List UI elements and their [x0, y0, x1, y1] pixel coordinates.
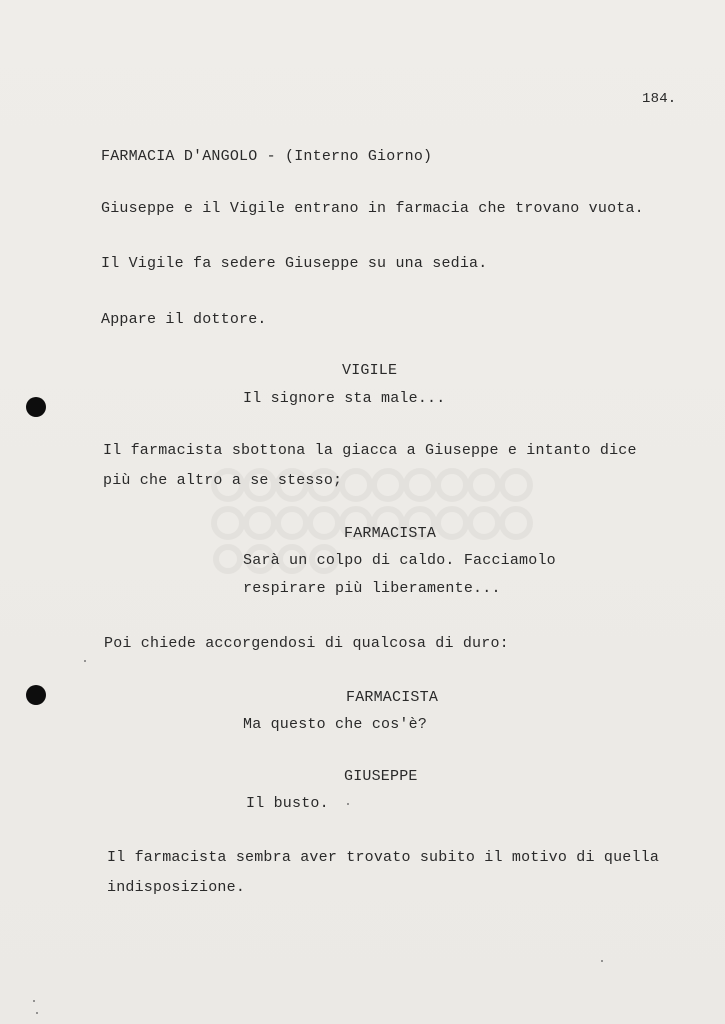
paper-speck: [347, 803, 349, 805]
action-line: Il farmacista sbottona la giacca a Giuseppe e intanto dice: [103, 442, 637, 459]
punch-hole: [26, 685, 46, 705]
dialogue-line: Il busto.: [246, 795, 329, 812]
action-line: Appare il dottore.: [101, 311, 267, 328]
scene-heading: FARMACIA D'ANGOLO - (Interno Giorno): [101, 148, 433, 165]
action-line: Il farmacista sembra aver trovato subito il motivo di quella: [107, 849, 660, 866]
character-name: VIGILE: [342, 362, 398, 379]
character-name: FARMACISTA: [344, 525, 437, 542]
action-line: più che altro a se stesso;: [103, 472, 343, 489]
dialogue-line: Il signore sta male...: [243, 390, 446, 407]
dialogue-line: Ma questo che cos'è?: [243, 716, 428, 733]
action-line: indisposizione.: [107, 879, 246, 896]
character-name: GIUSEPPE: [344, 768, 418, 785]
punch-hole: [26, 397, 46, 417]
action-line: Giuseppe e il Vigile entrano in farmacia che trovano vuota.: [101, 200, 644, 217]
page-number: 184.: [642, 91, 677, 107]
action-line: Il Vigile fa sedere Giuseppe su una sedia.: [101, 255, 488, 272]
action-line: Poi chiede accorgendosi di qualcosa di duro:: [104, 635, 509, 652]
paper-speck: [601, 960, 603, 962]
dialogue-line: Sarà un colpo di caldo. Facciamolo: [243, 552, 556, 569]
dialogue-line: respirare più liberamente...: [243, 580, 501, 597]
paper-speck: [33, 1000, 35, 1002]
paper-speck: [84, 660, 86, 662]
character-name: FARMACISTA: [346, 689, 439, 706]
paper-speck: [36, 1012, 38, 1014]
